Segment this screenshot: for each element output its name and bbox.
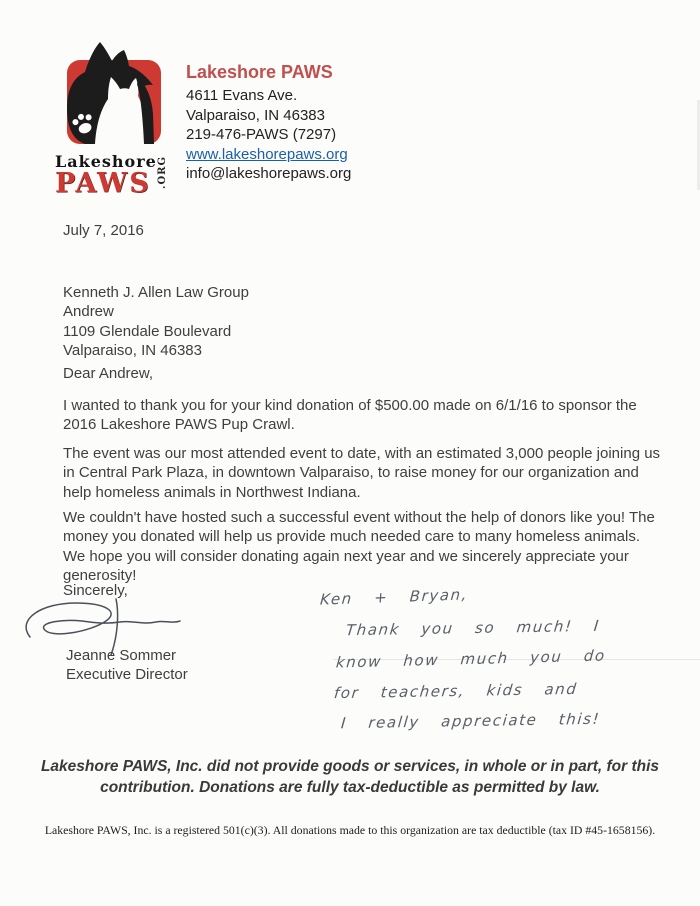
website-link[interactable]: www.lakeshorepaws.org xyxy=(186,145,348,163)
paragraph-line: I wanted to thank you for your kind donation of $500.00 made on 6/1/16 to sponsor the xyxy=(63,397,637,414)
paragraph-line: generosity! xyxy=(63,566,137,584)
paragraph-line: money you donated will help us provide much needed care to many homeless animals. xyxy=(63,528,640,546)
recipient-line: 1109 Glendale Boulevard xyxy=(63,322,232,340)
paragraph-line: help homeless animals in Northwest Indiana. xyxy=(63,483,361,501)
letterhead-contact-block xyxy=(186,60,351,184)
handwritten-line: for teachers, kids and xyxy=(333,679,579,703)
email-address: info@lakeshorepaws.org xyxy=(186,165,352,182)
salutation: Dear Andrew, xyxy=(63,365,154,382)
tax-disclaimer xyxy=(30,756,670,798)
paragraph-line: We couldn't have hosted such a successful event without the help of donors like you! The xyxy=(63,509,655,526)
recipient-line: Andrew xyxy=(63,303,114,321)
closing: Sincerely, xyxy=(63,582,128,599)
logo-wordmark-lakeshore: Lakeshore xyxy=(55,152,157,171)
letter-date: July 7, 2016 xyxy=(63,222,144,239)
paragraph-2 xyxy=(63,444,660,502)
paragraph-line: The event was our most attended event to date, with an estimated 3,000 people joining us xyxy=(63,445,661,462)
recipient-line: Kenneth J. Allen Law Group xyxy=(63,284,249,301)
signer-title: Executive Director xyxy=(66,666,188,684)
handwritten-line: Ken + Bryan, xyxy=(319,585,469,609)
paragraph-line: in Central Park Plaza, in downtown Valparaiso, to raise money for our organization and xyxy=(63,464,639,482)
recipient-address-block xyxy=(63,283,249,360)
address-line2: Valparaiso, IN 46383 xyxy=(186,106,325,124)
address-line1: 4611 Evans Ave. xyxy=(186,87,298,104)
registration-note: Lakeshore PAWS, Inc. is a registered 501(c)(3). All donations made to this organization are tax deductible (tax ID #45-1658156). xyxy=(44,823,656,837)
paragraph-line: 2016 Lakeshore PAWS Pup Crawl. xyxy=(63,416,295,434)
paragraph-3 xyxy=(63,508,655,585)
handwritten-line: Thank you so much! I xyxy=(345,616,601,640)
org-name: Lakeshore PAWS xyxy=(186,62,333,82)
phone-number: 219-476-PAWS (7297) xyxy=(186,126,337,143)
disclaimer-line: Lakeshore PAWS, Inc. did not provide goods or services, in whole or in part, for this xyxy=(40,758,660,775)
dog-cat-logo-icon xyxy=(55,40,173,150)
paragraph-line: We hope you will consider donating again next year and we sincerely appreciate your xyxy=(63,547,629,565)
signer-block xyxy=(66,646,188,685)
handwritten-line: I really appreciate this! xyxy=(340,709,602,733)
logo-wordmark-org: .ORG xyxy=(156,155,168,190)
disclaimer-line: contribution. Donations are fully tax-deductible as permitted by law. xyxy=(100,779,600,796)
signer-name: Jeanne Sommer xyxy=(66,647,177,664)
paragraph-1 xyxy=(63,396,637,435)
handwritten-line: know how much you do xyxy=(335,646,607,672)
lakeshore-paws-logo xyxy=(55,40,179,197)
logo-wordmark-paws: PAWS xyxy=(55,168,151,199)
recipient-line: Valparaiso, IN 46383 xyxy=(63,341,202,359)
